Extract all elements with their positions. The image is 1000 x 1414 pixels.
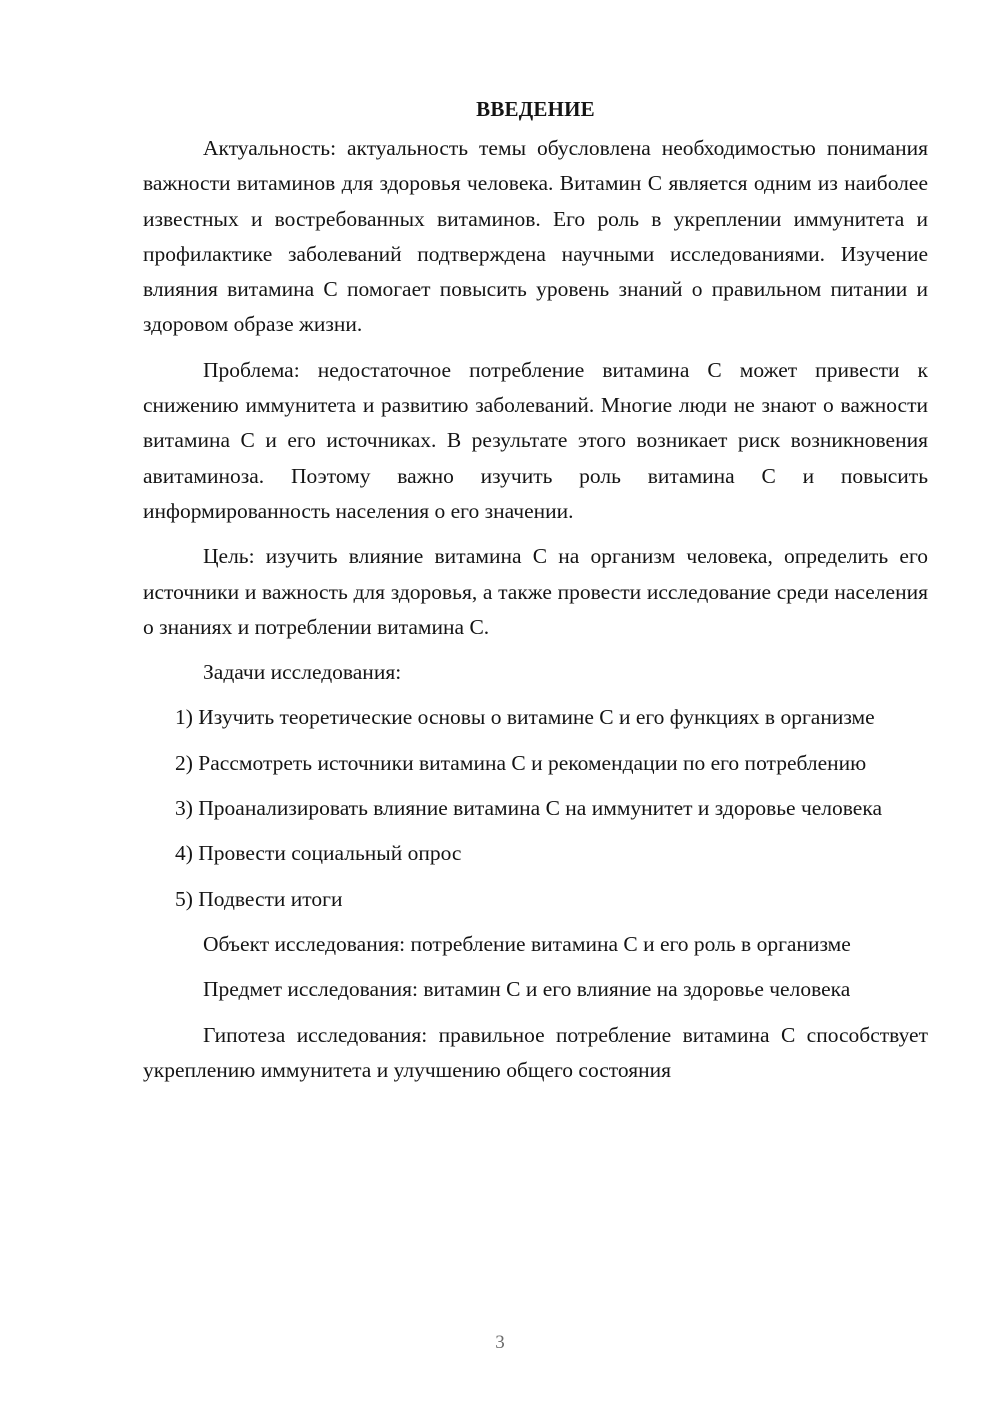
paragraph-hypothesis: Гипотеза исследования: правильное потребление витамина С способствует укреплению иммунитета и улучшению общего состояния [143, 1022, 928, 1082]
paragraph-problem: Проблема: недостаточное потребление витамина С может привести к снижению иммунитета и развитию заболеваний. Многие люди не знают о важности витамина С и его источниках. В результате этого возникает риск возникновения авитаминоза. Поэтому важно изучить роль витамина С и повысить информированность населения о его значении. [143, 357, 928, 523]
paragraph-subject: Предмет исследования: витамин С и его влияние на здоровье человека [203, 977, 851, 1002]
task-item-4: 4) Провести социальный опрос [175, 841, 462, 866]
paragraph-object: Объект исследования: потребление витамина С и его роль в организме [203, 931, 851, 956]
task-item-1: 1) Изучить теоретические основы о витамине С и его функциях в организме [175, 705, 875, 730]
task-item-2: 2) Рассмотреть источники витамина С и рекомендации по его потреблению [175, 750, 867, 775]
task-item-3: 3) Проанализировать влияние витамина С на иммунитет и здоровье человека [175, 796, 883, 821]
paragraph-goal: Цель: изучить влияние витамина С на организм человека, определить его источники и важность для здоровья, а также провести исследование среди населения о знаниях и потреблении витамина С. [143, 544, 928, 639]
page-number: 3 [495, 1332, 505, 1353]
section-title: ВВЕДЕНИЕ [476, 97, 595, 121]
paragraph-tasks-heading: Задачи исследования: [203, 660, 402, 685]
task-item-5: 5) Подвести итоги [175, 886, 343, 911]
page-content [143, 92, 928, 1098]
paragraph-relevance: Актуальность: актуальность темы обусловлена необходимостью понимания важности витаминов для здоровья человека. Витамин С является одним из наиболее известных и востребованных витаминов. Его роль в укреплении иммунитета и профилактике заболеваний подтверждена научными исследованиями. Изучение влияния витамина С помогает повысить уровень знаний о правильном питании и здоровом образе жизни. [143, 136, 928, 337]
